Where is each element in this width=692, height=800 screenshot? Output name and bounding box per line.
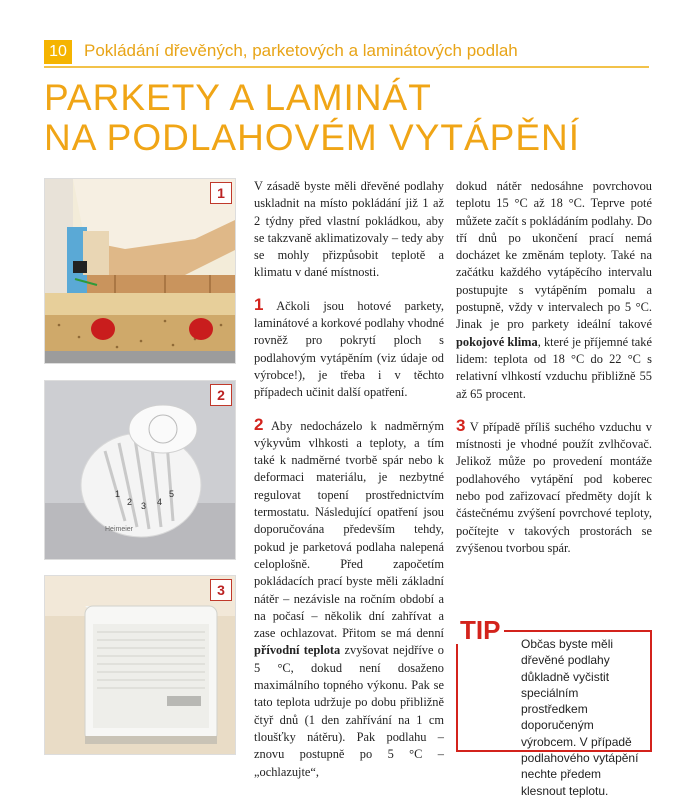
- dial-digit-2: 2: [127, 497, 133, 507]
- figure-number-1: 1: [210, 182, 232, 204]
- title-line-2: NA PODLAHOVÉM VYTÁPĚNÍ: [44, 117, 581, 158]
- thermostat-brand: Heimeier: [105, 526, 134, 533]
- dial-digit-4: 4: [157, 497, 163, 507]
- paragraph-3-text: V případě příliš suchého vzduchu v místnosti je vhodné použít zvlhčovač. Jelikož může po provedení montáže podlahového vytápění pod koberec nebo pod zařizovací předměty dojít k částečnému zvýšení povrchové teploty, počítejte v takových prostorách se zvýšenou tvorbou spár.: [456, 419, 652, 555]
- paragraph-3: [456, 417, 652, 557]
- intro-paragraph: V zásadě byste měli dřevěné podlahy uskladnit na místo pokládání již 1 až 2 týdny před vlastní pokládkou, aby se takzvaně aklimatizovaly – tedy aby se mohly přizpůsobit teplotě a klimatu v dané místnosti.: [254, 179, 444, 280]
- page-number: 10: [44, 40, 72, 64]
- paragraph-marker-1: 1: [254, 294, 264, 314]
- paragraph-1-text: Ačkoli jsou hotové parkety, laminátové a korkové podlahy vhodné rovněž pro pokrytí ploch s podlahovým vytápěním (viz údaje od výrobce!), je třeba i v těchto případech učinit další opatření.: [254, 298, 444, 400]
- page-title: [44, 78, 654, 158]
- figure-floor-cross-section: [44, 178, 236, 364]
- running-title: Pokládání dřevěných, parketových a laminátových podlah: [84, 41, 518, 60]
- figure-number-3: 3: [210, 579, 232, 601]
- text-column-1: [254, 178, 444, 795]
- paragraph-2: [254, 416, 444, 781]
- room-climate-term: pokojové klima: [456, 334, 538, 349]
- tip-text-body: Občas byste měli dřevěné podlahy důkladně vyčistit speciálním prostředkem doporučeným výrobcem. V případě podlahového vytápění nechte předem klesnout teplotu.: [521, 637, 639, 798]
- figure-humidifier: [44, 575, 236, 755]
- humidifier-illustration: [45, 576, 236, 755]
- figure-number-2: 2: [210, 384, 232, 406]
- paragraph-2-text-b: zvyšovat nejdříve o 5 °C, dokud není dosaženo maximálního topného výkonu. Pak se tato teplota udržuje po dobu přibližně čtyř dnů (1 den zahřívání na 1 cm tloušťky nátěru). Pak podlahu – znovu postupně po 5 °C –: [254, 643, 444, 762]
- dial-digit-3: 3: [141, 501, 147, 511]
- thermostat-illustration: [45, 381, 236, 560]
- paragraph-marker-3: 3: [456, 415, 466, 435]
- tip-label: TIP: [456, 616, 504, 644]
- paragraph-2-text-a: Aby nedocházelo k nadměrným výkyvům vlhkosti a teploty, a tím také k nadměrné tvorbě spár nebo k deformaci materiálu, je nezbytné regulovat topení prostřednictvím termostatu. Následující opatření jsou doporučována především tehdy, pokud je parketová podlaha nalepená celoplošně. Před započetím pokládacích prací byste měli základní nátěr – nezávisle na ročním období a na počasí – několik dní zahřívat a zase ochlazovat. Přitom se má denní: [254, 418, 444, 641]
- paragraph-2-text-c: „ochlazujte“,: [254, 764, 320, 779]
- supply-temperature-term: přívodní teplota: [254, 643, 341, 658]
- column-2-text-a: dokud nátěr nedosáhne povrchovou teplotu 15 °C až 18 °C. Teprve poté můžete začít s pokládáním podlahy. Do tří dnů po ukončení prací nemá docházet ke změnám teploty. Také na začátku každého vytápěcího intervalu postupujte s vytápěním pomalu a postupně, vždy v intervalech po 5 °C. Jinak je pro parkety ideální takové: [456, 179, 652, 332]
- figure-thermostat: [44, 380, 236, 560]
- column-2-text-b: , které je příjemné také lidem: teplota od 18 °C do 22 °C s relativní vlhkostí vzduchu přibližně 55 až 65 procent.: [456, 334, 652, 401]
- paragraph-1: [254, 296, 444, 402]
- running-header: [44, 38, 649, 68]
- text-column-2: [456, 178, 652, 571]
- dial-digit-1: 1: [115, 489, 121, 499]
- tip-text: [463, 636, 647, 799]
- paragraph-2-continued: [456, 178, 652, 403]
- title-line-1: PARKETY A LAMINÁT: [44, 77, 432, 118]
- dial-digit-5: 5: [169, 489, 175, 499]
- floor-section-illustration: [45, 179, 236, 364]
- paragraph-marker-2: 2: [254, 414, 264, 434]
